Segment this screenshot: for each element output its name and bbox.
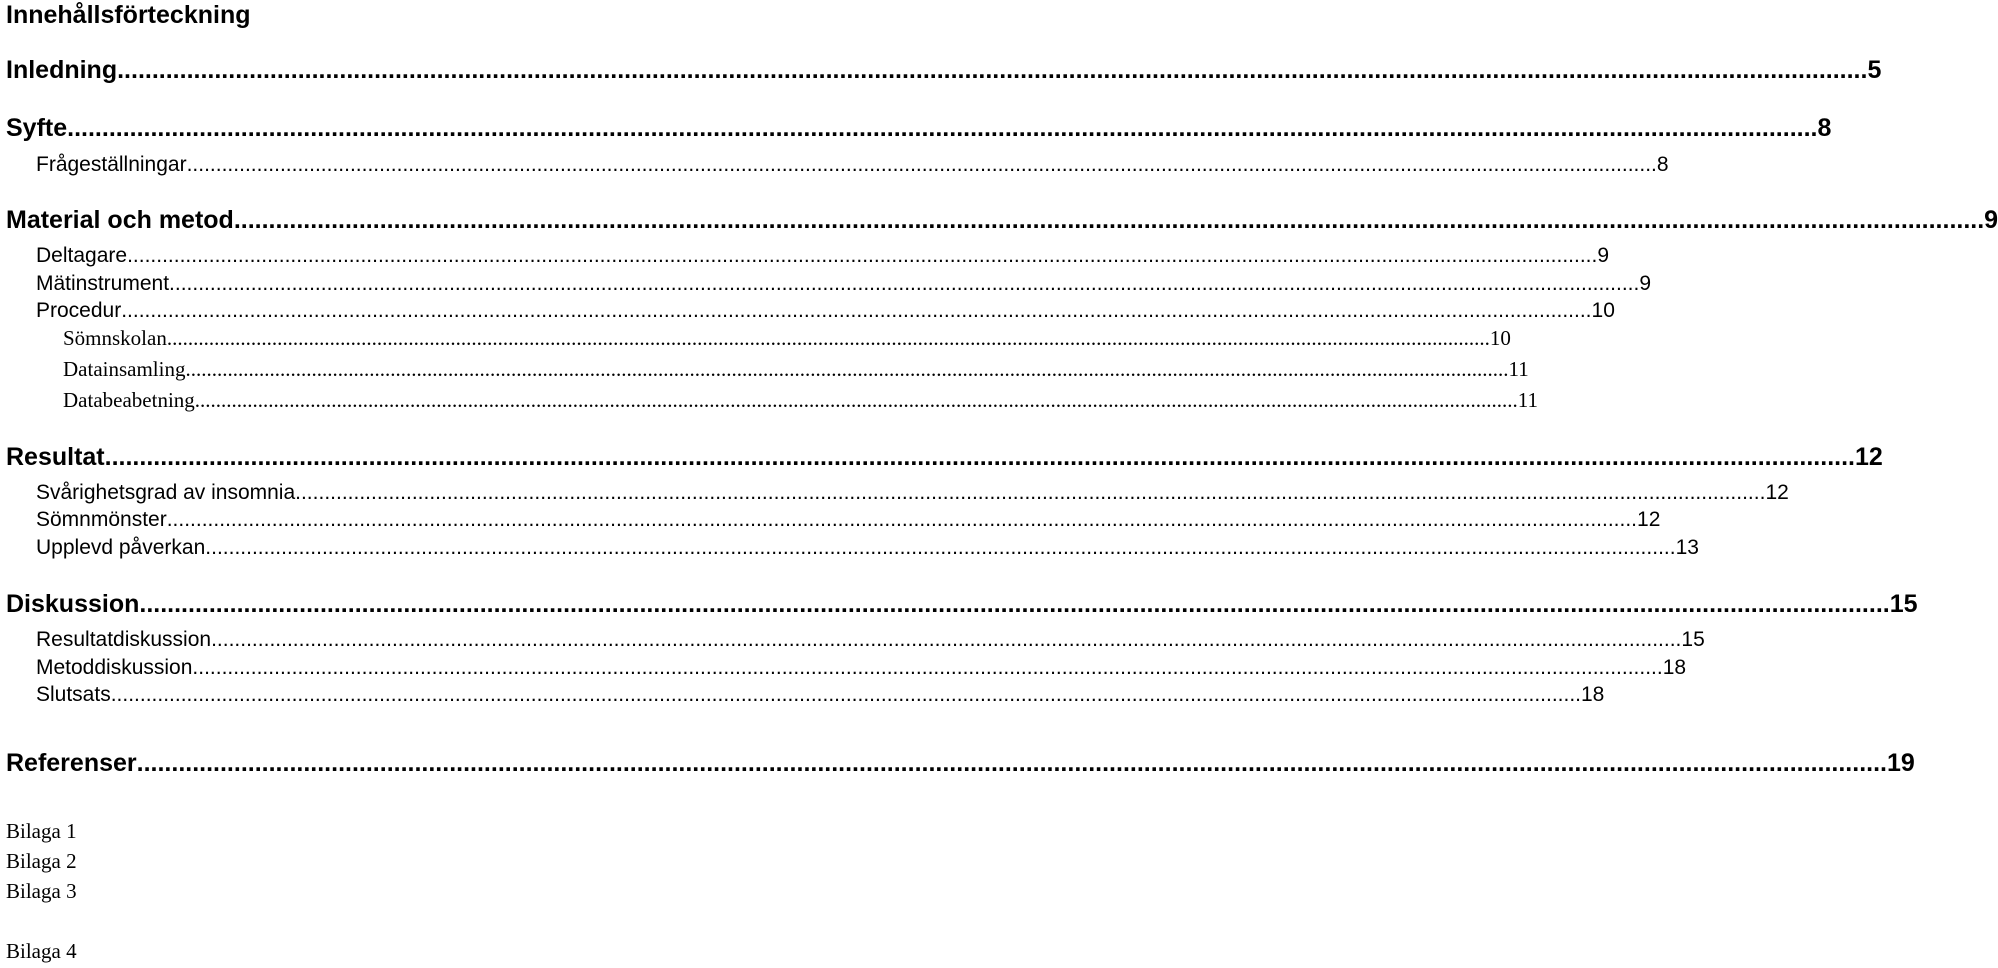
toc-entry-page: 9: [1639, 272, 1652, 295]
toc-entry-label: Sömnskolan: [63, 326, 167, 350]
toc-entry-page: 12: [1854, 443, 1883, 471]
toc-entry-page: 10: [1489, 326, 1511, 350]
toc-entry-label: Datainsamling: [63, 357, 186, 381]
toc-leader-dots: ............................................................................................................................................................................................................................................................: [211, 628, 1682, 651]
toc-entry-page: 5: [1867, 56, 1882, 84]
toc-entry-page: 18: [1662, 656, 1687, 679]
toc-leader-dots: ............................................................................................................................................................................................................................................................: [136, 749, 1887, 777]
toc-entry-page: 10: [1591, 299, 1615, 322]
toc-entry-upplevd-paverkan[interactable]: [36, 535, 1699, 561]
toc-entry-label: Svårighetsgrad av insomnia: [36, 481, 296, 504]
toc-leader-dots: ............................................................................................................................................................................................................................................................: [295, 481, 1766, 504]
appendix-item: Bilaga 4: [6, 939, 77, 963]
toc-leader-dots: ............................................................................................................................................................................................................................................................: [127, 244, 1598, 267]
toc-entry-page: 9: [1984, 206, 1998, 234]
toc-entry-metoddiskussion[interactable]: [36, 655, 1687, 681]
toc-entry-page: 15: [1889, 590, 1918, 618]
toc-entry-page: 8: [1656, 153, 1669, 176]
toc-entry-datainsamling[interactable]: [63, 356, 1529, 382]
toc-leader-dots: ............................................................................................................................................................................................................................................................: [110, 683, 1581, 706]
toc-entry-label: Diskussion: [6, 590, 140, 618]
toc-entry-resultatdiskussion[interactable]: [36, 627, 1705, 653]
toc-entry-matinstrument[interactable]: [36, 271, 1652, 297]
toc-entry-label: Upplevd påverkan: [36, 536, 206, 559]
toc-entry-fragestallningar[interactable]: [36, 152, 1669, 178]
toc-leader-dots: ............................................................................................................................................................................................................................................................: [192, 656, 1663, 679]
toc-entry-label: Metoddiskussion: [36, 656, 193, 679]
toc-entry-slutsats[interactable]: [36, 682, 1605, 708]
toc-entry-label: Slutsats: [36, 683, 111, 706]
toc-entry-svarighetsgrad[interactable]: [36, 480, 1789, 506]
toc-leader-dots: ............................................................................................................................................................................................................................................................: [205, 536, 1676, 559]
toc-entry-label: Frågeställningar: [36, 153, 187, 176]
toc-entry-resultat[interactable]: [6, 442, 1883, 472]
toc-leader-dots: ............................................................................................................................................................................................................................................................: [166, 508, 1638, 531]
toc-entry-inledning[interactable]: [6, 55, 1882, 85]
toc-entry-material-och-metod[interactable]: [6, 205, 1998, 235]
toc-entry-label: Resultatdiskussion: [36, 628, 212, 651]
toc-leader-dots: ............................................................................................................................................................................................................................................................: [233, 206, 1985, 234]
toc-entry-page: 13: [1675, 536, 1699, 559]
appendix-item: Bilaga 1: [6, 819, 77, 843]
appendix-item: Bilaga 3: [6, 879, 77, 903]
toc-entry-page: 18: [1581, 683, 1605, 706]
toc-leader-dots: ............................................................................................................................................................................................................................................................: [139, 590, 1890, 618]
toc-leader-dots: ............................................................................................................................................................................................................................................................: [121, 299, 1592, 322]
toc-entry-page: 12: [1637, 508, 1661, 531]
toc-entry-label: Mätinstrument: [36, 272, 170, 295]
toc-entry-page: 11: [1508, 357, 1529, 381]
toc-entry-page: 15: [1681, 628, 1705, 651]
toc-entry-label: Inledning: [6, 56, 118, 84]
toc-entry-label: Material och metod: [6, 206, 234, 234]
toc-entry-diskussion[interactable]: [6, 589, 1918, 619]
toc-leader-dots: ............................................................................................................................................................................................................................................................: [117, 56, 1868, 84]
toc-leader-dots: ............................................................................................................................................................................................................................................................: [104, 443, 1855, 471]
toc-entry-label: Resultat: [6, 443, 105, 471]
toc-leader-dots: ............................................................................................................................................................................................................................................................: [169, 272, 1640, 295]
toc-leader-dots: ............................................................................................................................................................................................................................................................: [194, 388, 1518, 412]
toc-leader-dots: ............................................................................................................................................................................................................................................................: [186, 153, 1657, 176]
toc-entry-procedur[interactable]: [36, 298, 1615, 324]
toc-leader-dots: ............................................................................................................................................................................................................................................................: [166, 326, 1490, 350]
toc-entry-label: Sömnmönster: [36, 508, 167, 531]
toc-entry-label: Referenser: [6, 749, 137, 777]
toc-entry-page: 9: [1597, 244, 1610, 267]
toc-entry-somnskolan[interactable]: [63, 325, 1511, 351]
appendix-item: Bilaga 2: [6, 849, 77, 873]
toc-entry-page: 11: [1517, 388, 1539, 412]
toc-entry-referenser[interactable]: [6, 748, 1915, 778]
page-title: Innehållsförteckning: [6, 1, 251, 29]
toc-entry-deltagare[interactable]: [36, 243, 1610, 269]
toc-entry-syfte[interactable]: [6, 113, 1832, 143]
toc-leader-dots: ............................................................................................................................................................................................................................................................: [67, 114, 1818, 142]
toc-entry-page: 8: [1817, 114, 1832, 142]
toc-leader-dots: ............................................................................................................................................................................................................................................................: [185, 357, 1509, 381]
toc-entry-label: Syfte: [6, 114, 68, 142]
toc-entry-databeabetning[interactable]: [63, 387, 1539, 413]
toc-entry-page: 19: [1886, 749, 1915, 777]
toc-entry-label: Databeabetning: [63, 388, 195, 412]
toc-entry-label: Procedur: [36, 299, 122, 322]
toc-entry-label: Deltagare: [36, 244, 128, 267]
toc-entry-page: 12: [1765, 481, 1789, 504]
toc-entry-somnmonster[interactable]: [36, 507, 1661, 533]
